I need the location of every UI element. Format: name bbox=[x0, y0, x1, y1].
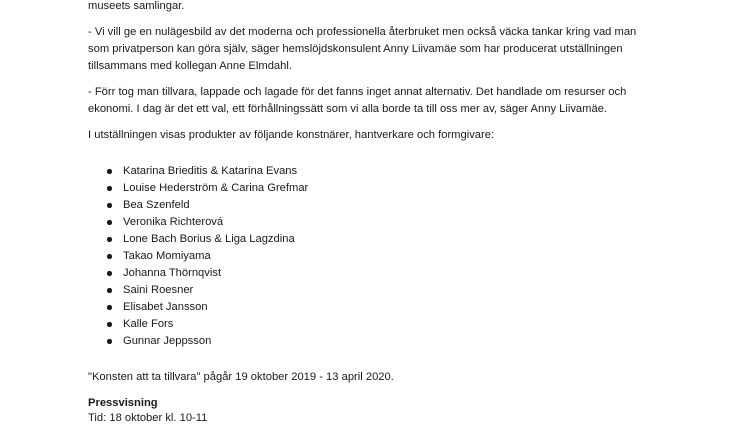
artist-name: Saini Roesner bbox=[123, 284, 194, 296]
artist-name: Kalle Fors bbox=[123, 318, 174, 330]
paragraph-quote-1-line-1: - Vi vill ge en nulägesbild av det moderna och professionella återbruket men också väcka tankar kring vad man bbox=[88, 26, 637, 38]
bullet-icon bbox=[107, 271, 112, 276]
exhibition-dates: "Konsten att ta tillvara" pågår 19 oktober 2019 - 13 april 2020. bbox=[88, 371, 394, 383]
artist-name: Johanna Thörnqvist bbox=[123, 267, 222, 279]
artist-name: Elisabet Jansson bbox=[123, 301, 208, 313]
artist-name: Gunnar Jeppsson bbox=[123, 335, 212, 347]
bullet-icon bbox=[107, 254, 112, 259]
artist-name: Lone Bach Borius & Liga Lagzdina bbox=[123, 233, 295, 245]
artist-name: Veronika Richterová bbox=[123, 216, 224, 228]
bullet-icon bbox=[107, 220, 112, 225]
bullet-icon bbox=[107, 305, 112, 310]
artist-name: Takao Momiyama bbox=[123, 250, 211, 262]
paragraph-quote-1-line-2: som privatperson kan göra själv, säger hemslöjdskonsulent Anny Liivamäe som har producerat utställningen bbox=[88, 43, 623, 55]
bullet-icon bbox=[107, 203, 112, 208]
paragraph-quote-2-line-1: - Förr tog man tillvara, lappade och lagade för det fanns inget annat alternativ. Det handlade om resurser och bbox=[88, 86, 627, 98]
bullet-icon bbox=[107, 169, 112, 174]
bullet-icon bbox=[107, 339, 112, 344]
artist-name: Katarina Brieditis & Katarina Evans bbox=[123, 165, 298, 177]
paragraph-intro-artists: I utställningen visas produkter av följande konstnärer, hantverkare och formgivare: bbox=[88, 129, 495, 141]
bullet-icon bbox=[107, 288, 112, 293]
bullet-icon bbox=[107, 186, 112, 191]
bullet-icon bbox=[107, 322, 112, 327]
press-viewing-time: Tid: 18 oktober kl. 10-11 bbox=[88, 412, 208, 424]
paragraph-museum-line: museets samlingar. bbox=[88, 0, 185, 12]
paragraph-quote-2-line-2: ekonomi. I dag är det ett val, ett förhållningssätt som vi alla borde ta till oss mer av, säger Anny Liivamäe. bbox=[88, 103, 608, 115]
press-viewing-heading: Pressvisning bbox=[88, 397, 158, 409]
artist-name: Louise Hederström & Carina Grefmar bbox=[123, 182, 309, 194]
paragraph-quote-1-line-3: tillsammans med kollegan Anne Elmdahl. bbox=[88, 60, 292, 72]
artist-name: Bea Szenfeld bbox=[123, 199, 190, 211]
bullet-icon bbox=[107, 237, 112, 242]
